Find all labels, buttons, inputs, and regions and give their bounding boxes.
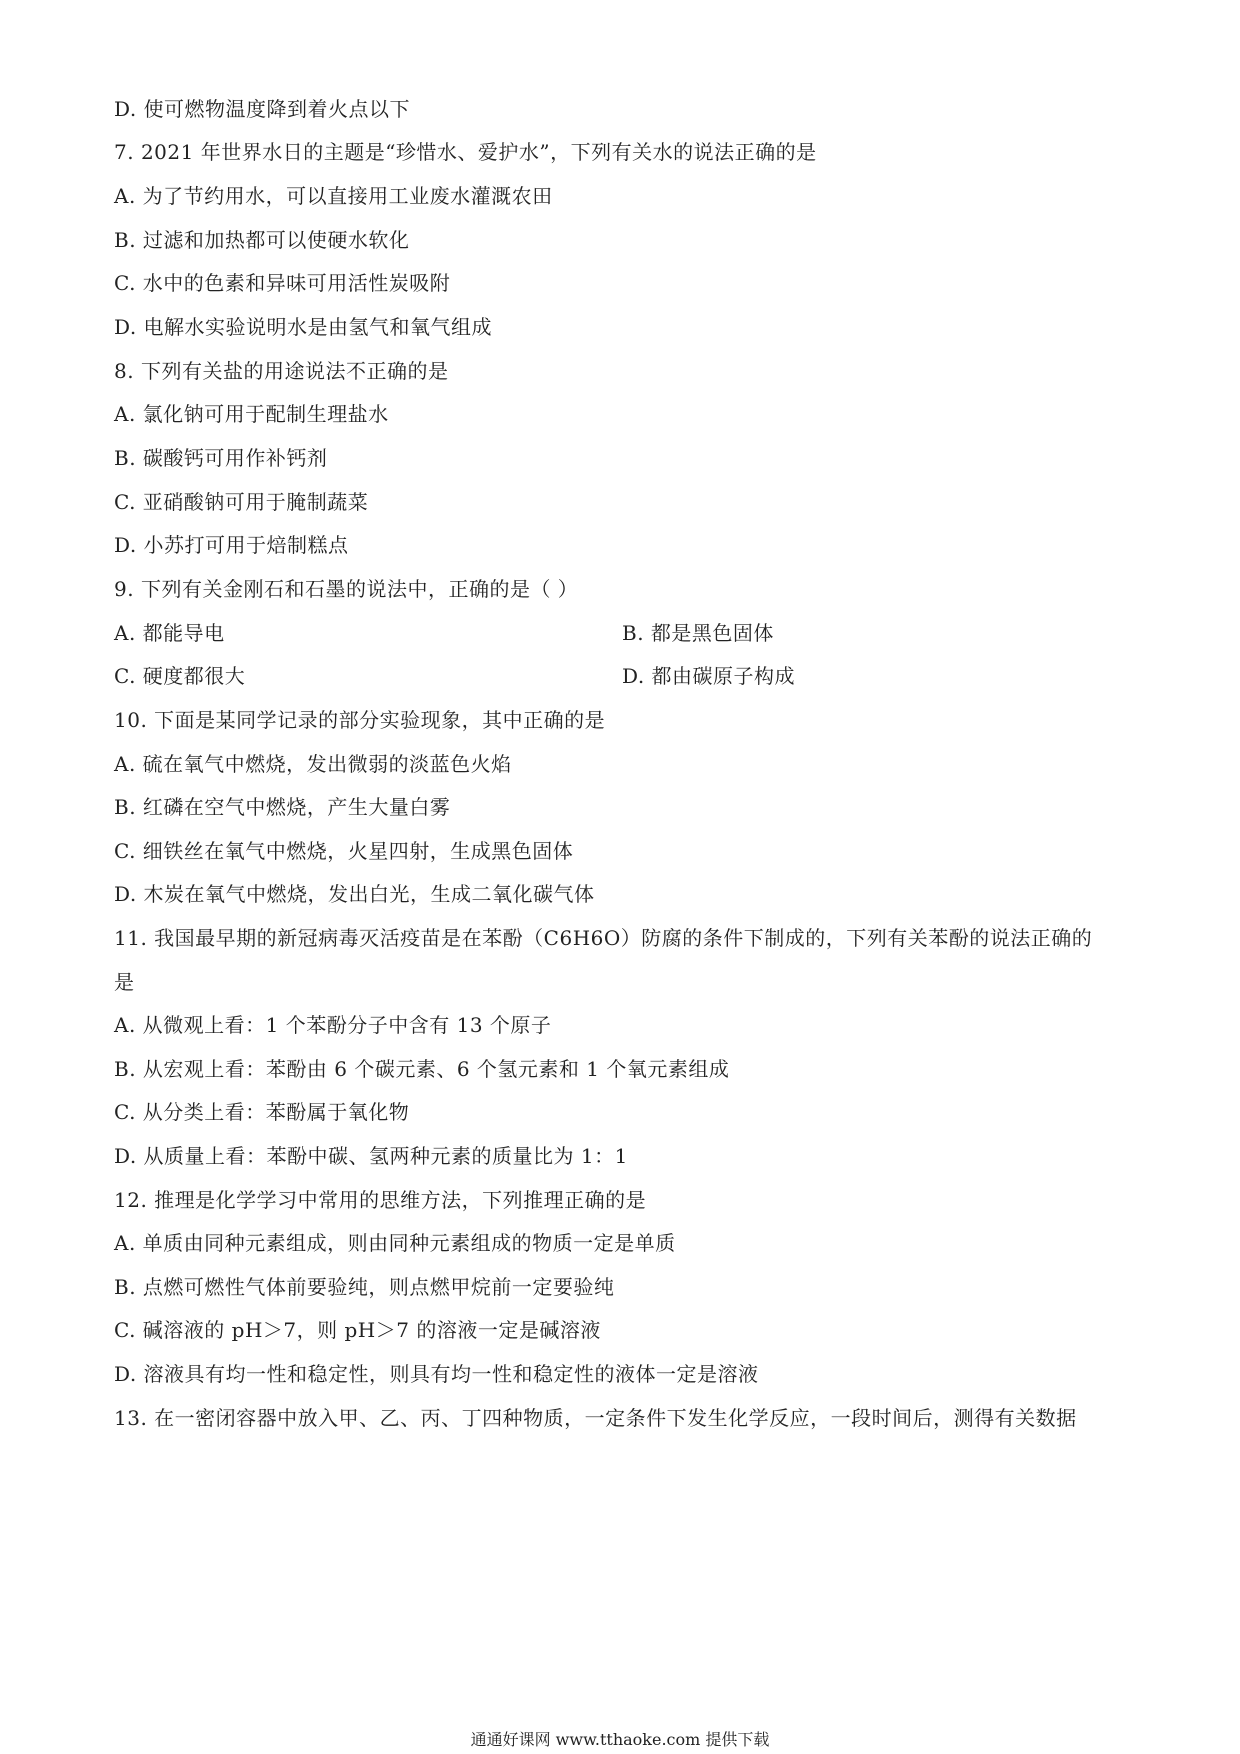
option-8c: C. 亚硝酸钠可用于腌制蔬菜 [114,490,369,514]
question-9: 9. 下列有关金刚石和石墨的说法中，正确的是（ ） [114,577,579,601]
question-11: 11. 我国最早期的新冠病毒灭活疫苗是在苯酚（C6H6O）防腐的条件下制成的，下列有关苯酚的说法正确的 [114,926,1093,950]
option-10c: C. 细铁丝在氧气中燃烧，火星四射，生成黑色固体 [114,839,574,863]
option-11b: B. 从宏观上看：苯酚由 6 个碳元素、6 个氢元素和 1 个氧元素组成 [114,1057,730,1081]
question-8: 8. 下列有关盐的用途说法不正确的是 [114,359,449,383]
option-10a: A. 硫在氧气中燃烧，发出微弱的淡蓝色火焰 [114,752,512,776]
options-9-row1 [114,619,1134,647]
option-12b: B. 点燃可燃性气体前要验纯，则点燃甲烷前一定要验纯 [114,1275,615,1299]
option-11d: D. 从质量上看：苯酚中碳、氢两种元素的质量比为 1：1 [114,1144,628,1168]
option-8b: B. 碳酸钙可用作补钙剂 [114,446,328,470]
option-9a: A. 都能导电 [114,621,225,645]
option-9d: D. 都由碳原子构成 [622,664,796,688]
option-9c: C. 硬度都很大 [114,664,246,688]
question-13: 13. 在一密闭容器中放入甲、乙、丙、丁四种物质，一定条件下发生化学反应，一段时间后，测得有关数据 [114,1406,1077,1430]
option-12c: C. 碱溶液的 pH＞7，则 pH＞7 的溶液一定是碱溶液 [114,1318,601,1342]
options-9-row2 [114,662,1134,690]
question-7: 7. 2021 年世界水日的主题是“珍惜水、爱护水”，下列有关水的说法正确的是 [114,140,817,164]
option-12d: D. 溶液具有均一性和稳定性，则具有均一性和稳定性的液体一定是溶液 [114,1362,759,1386]
option-8d: D. 小苏打可用于焙制糕点 [114,533,349,557]
option-11a: A. 从微观上看：1 个苯酚分子中含有 13 个原子 [114,1013,552,1037]
option-10d: D. 木炭在氧气中燃烧，发出白光，生成二氧化碳气体 [114,882,595,906]
option-6d: D. 使可燃物温度降到着火点以下 [114,97,411,121]
question-10: 10. 下面是某同学记录的部分实验现象，其中正确的是 [114,708,606,732]
option-10b: B. 红磷在空气中燃烧，产生大量白雾 [114,795,451,819]
option-8a: A. 氯化钠可用于配制生理盐水 [114,402,389,426]
option-7b: B. 过滤和加热都可以使硬水软化 [114,228,410,252]
question-12: 12. 推理是化学学习中常用的思维方法，下列推理正确的是 [114,1188,647,1212]
question-11-continued: 是 [114,970,135,994]
option-12a: A. 单质由同种元素组成，则由同种元素组成的物质一定是单质 [114,1231,676,1255]
option-7c: C. 水中的色素和异味可用活性炭吸附 [114,271,451,295]
option-9b: B. 都是黑色固体 [622,621,774,645]
option-7d: D. 电解水实验说明水是由氢气和氧气组成 [114,315,493,339]
footer-source: 通通好课网 www.tthaoke.com 提供下载 [470,1730,770,1749]
option-11c: C. 从分类上看：苯酚属于氧化物 [114,1100,410,1124]
option-7a: A. 为了节约用水，可以直接用工业废水灌溉农田 [114,184,553,208]
